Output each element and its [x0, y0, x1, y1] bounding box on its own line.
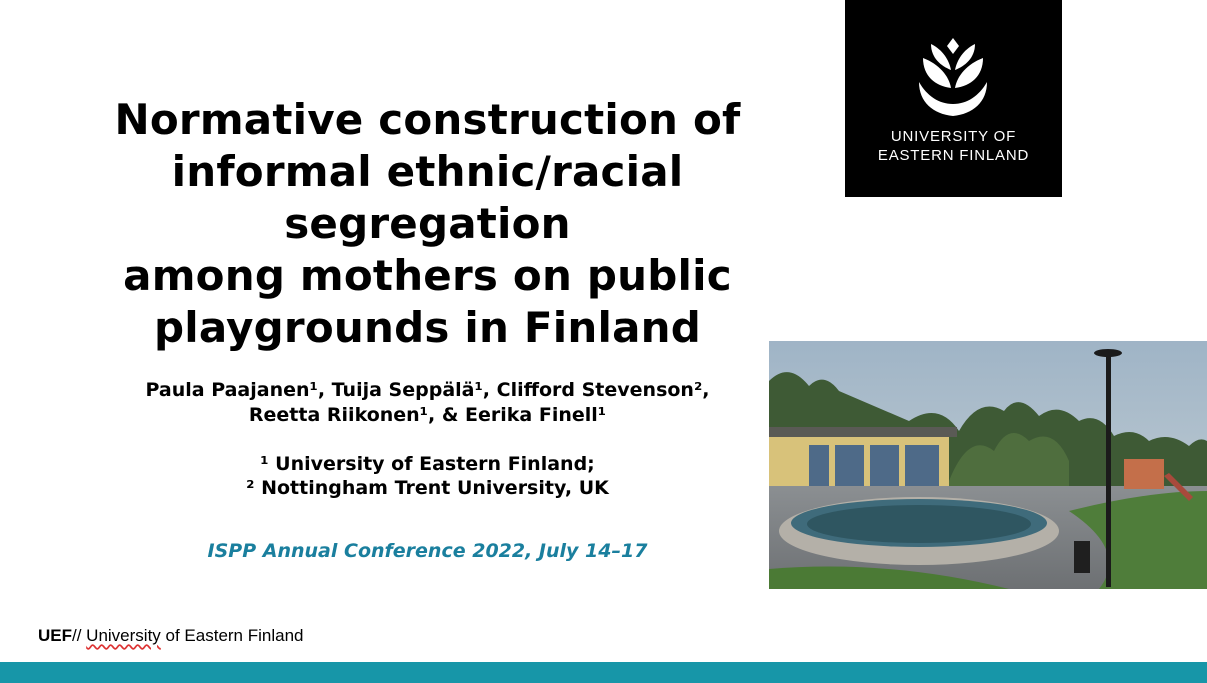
uef-leaf-emblem-icon	[913, 36, 993, 116]
playground-photo-illustration	[769, 341, 1207, 589]
title-line-4: playgrounds in Finland	[153, 303, 702, 352]
logo-text-line-1: UNIVERSITY OF	[890, 128, 1017, 145]
playground-photo	[769, 341, 1207, 589]
affiliation-line-1: ¹ University of Eastern Finland;	[260, 453, 595, 475]
logo-text-line-2: EASTERN FINLAND	[877, 147, 1030, 164]
title-line-2: informal ethnic/racial segregation	[171, 147, 684, 248]
footer-label	[38, 626, 304, 646]
bottom-accent-bar	[0, 662, 1207, 683]
authors-line-1: Paula Paajanen¹, Tuija Seppälä¹, Clifford Stevenson²,	[145, 379, 710, 401]
affiliation-line-2: ² Nottingham Trent University, UK	[246, 477, 609, 499]
footer-separator: //	[72, 626, 87, 645]
footer-rest: of Eastern Finland	[160, 626, 304, 645]
title-line-3: among mothers on public	[123, 251, 732, 300]
footer-university-word: University	[86, 626, 161, 645]
university-logo	[845, 0, 1062, 197]
footer-uef: UEF	[38, 626, 72, 645]
affiliations-block	[120, 452, 735, 500]
authors-block	[120, 378, 735, 428]
authors-line-2: Reetta Riikonen¹, & Eerika Finell¹	[248, 404, 607, 426]
title-line-1: Normative construction of	[114, 95, 741, 144]
conference-label: ISPP Annual Conference 2022, July 14–17	[207, 540, 648, 562]
slide-title	[30, 94, 825, 354]
